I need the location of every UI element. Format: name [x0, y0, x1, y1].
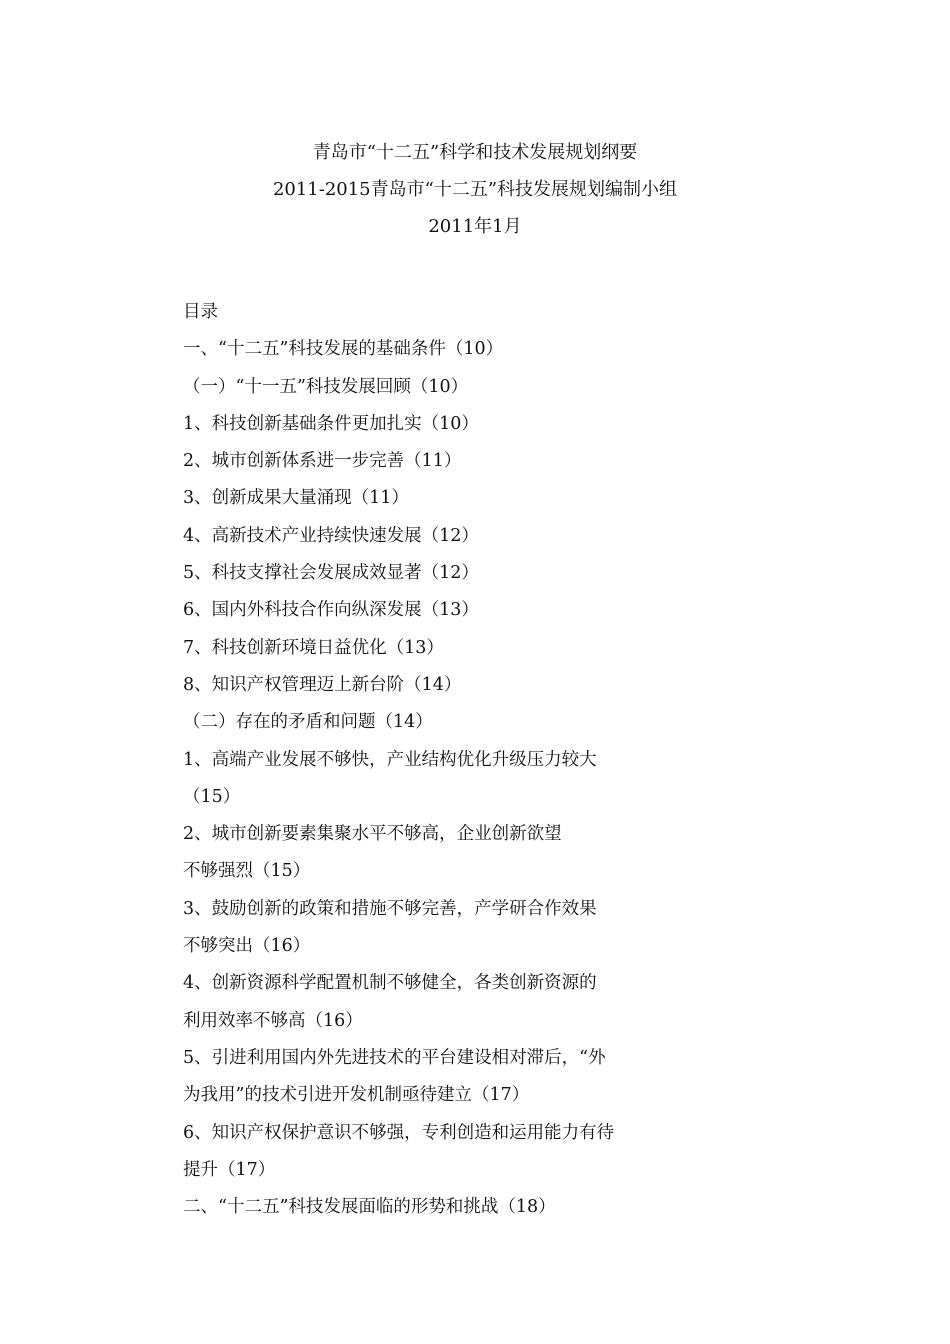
toc-line: 利用效率不够高（16） — [183, 1010, 363, 1031]
toc-line: 不够强烈（15） — [183, 861, 311, 882]
toc-line: 2、城市创新体系进一步完善（11） — [183, 451, 462, 472]
toc-line: 7、科技创新环境日益优化（13） — [183, 637, 444, 658]
toc-line: （15） — [183, 786, 241, 807]
toc-line: 6、知识产权保护意识不够强，专利创造和运用能力有待 — [183, 1122, 615, 1143]
toc-line: 不够突出（16） — [183, 936, 311, 957]
toc-line: 5、引进利用国内外先进技术的平台建设相对滞后，“外 — [183, 1047, 606, 1068]
toc-line: （一）“十一五”科技发展回顾（10） — [183, 376, 469, 397]
toc-line: 3、鼓励创新的政策和措施不够完善，产学研合作效果 — [183, 898, 597, 919]
document-subtitle: 2011-2015青岛市“十二五”科技发展规划编制小组 — [272, 179, 678, 200]
toc-line: 6、国内外科技合作向纵深发展（13） — [183, 600, 479, 621]
toc-line: 8、知识产权管理迈上新台阶（14） — [183, 674, 462, 695]
toc-line: 2、城市创新要素集聚水平不够高，企业创新欲望 — [183, 824, 562, 845]
toc-line: 4、高新技术产业持续快速发展（12） — [183, 525, 479, 546]
toc-line: 5、科技支撑社会发展成效显著（12） — [183, 563, 479, 584]
toc-line: 二、“十二五”科技发展面临的形势和挑战（18） — [183, 1197, 556, 1218]
toc-line: 提升（17） — [183, 1159, 276, 1180]
toc-heading: 目录 — [183, 302, 218, 322]
toc-line: 一、“十二五”科技发展的基础条件（10） — [183, 339, 504, 360]
toc-line: 3、创新成果大量涌现（11） — [183, 488, 409, 509]
toc-line: 4、创新资源科学配置机制不够健全，各类创新资源的 — [183, 973, 597, 994]
table-of-contents — [183, 300, 683, 1232]
document-title: 青岛市“十二五”科学和技术发展规划纲要 — [312, 142, 638, 163]
document-date: 2011年1月 — [428, 216, 522, 237]
toc-line: 1、科技创新基础条件更加扎实（10） — [183, 413, 479, 434]
toc-line: （二）存在的矛盾和问题（14） — [183, 712, 433, 733]
toc-line: 为我用”的技术引进开发机制亟待建立（17） — [183, 1085, 530, 1106]
toc-line: 1、高端产业发展不够快，产业结构优化升级压力较大 — [183, 749, 597, 770]
